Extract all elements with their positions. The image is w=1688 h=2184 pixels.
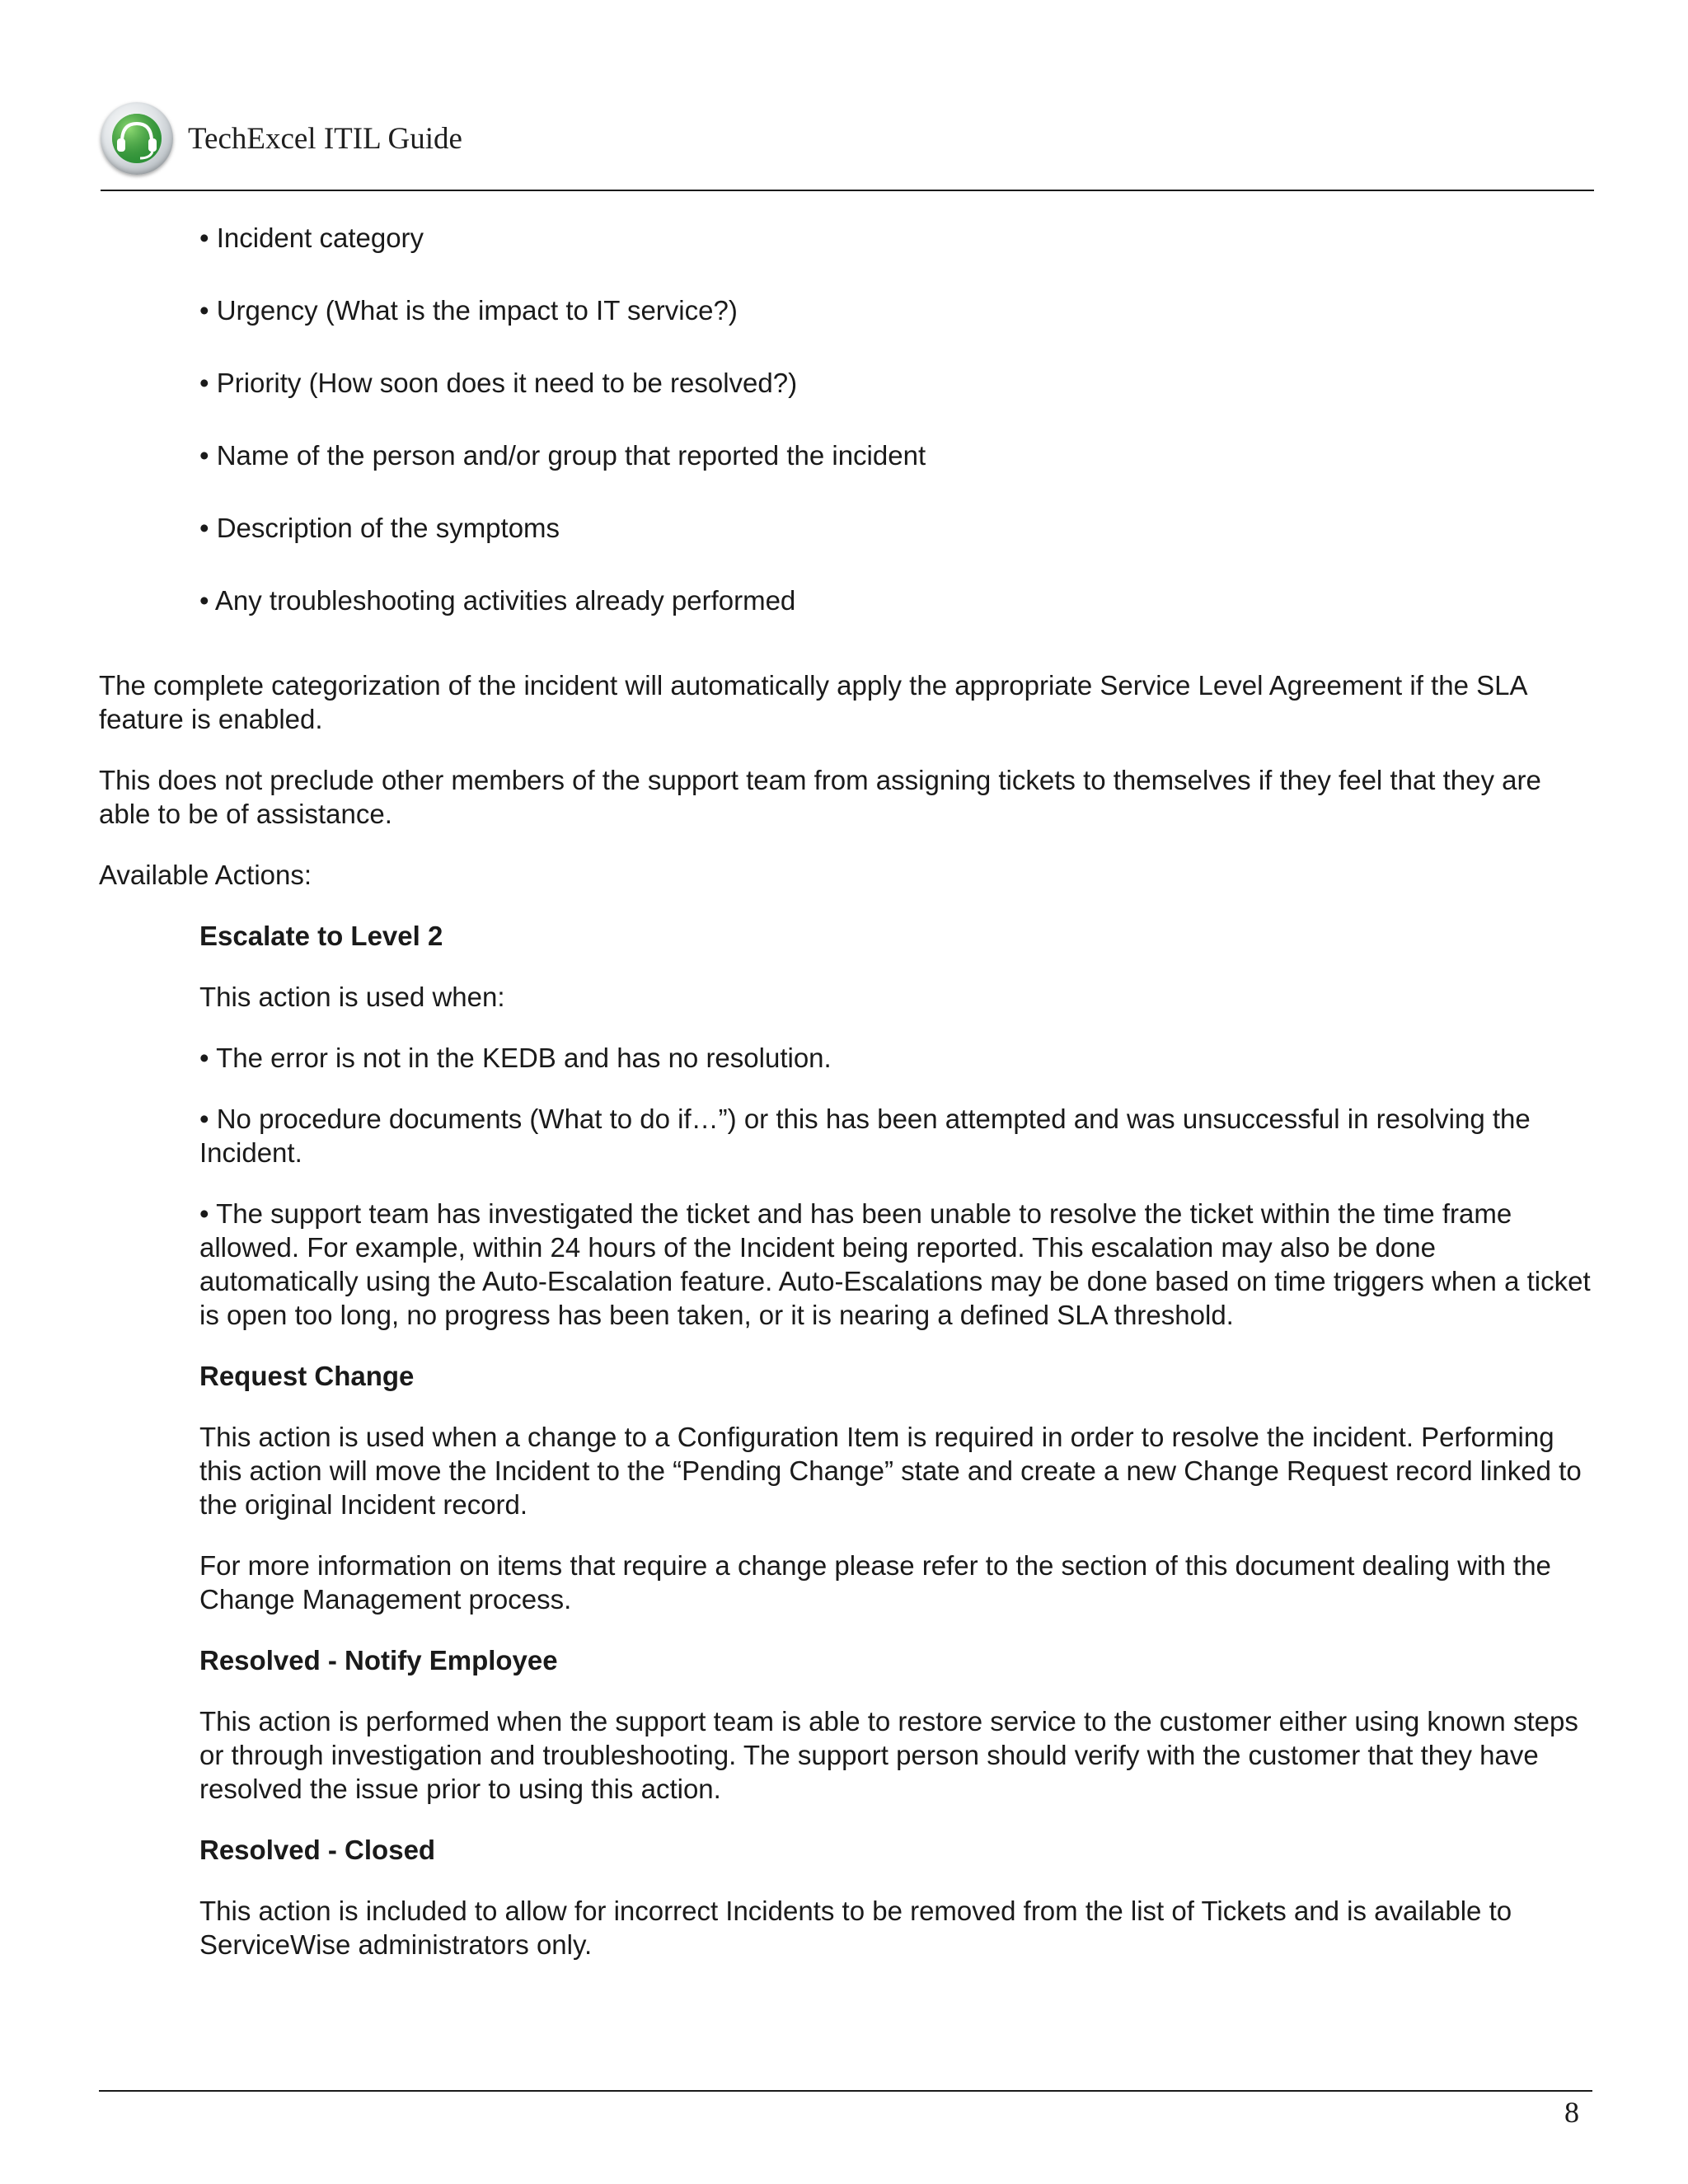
headset-globe-icon [101, 102, 173, 175]
request-change-heading: Request Change [199, 1361, 415, 1391]
list-item: • Priority (How soon does it need to be resolved?) [199, 368, 798, 398]
assignment-paragraph: This does not preclude other members of the support team from assigning tickets to themselves if they feel that they are able to be of assistance. [99, 765, 1541, 829]
list-item: • Urgency (What is the impact to IT service?) [199, 295, 738, 326]
page-header [101, 97, 462, 180]
request-change-paragraph: This action is used when a change to a Configuration Item is required in order to resolve the incident. Performing this action will move the Incident to the “Pending Change” state and create a new Change Request record linked to the original Incident record. [199, 1422, 1582, 1520]
header-divider [101, 190, 1594, 191]
incident-fields-list [199, 221, 1596, 617]
resolved-closed-heading: Resolved - Closed [199, 1835, 436, 1865]
resolved-closed-paragraph: This action is included to allow for incorrect Incidents to be removed from the list of Tickets and is available to ServiceWise administrators only. [199, 1896, 1512, 1960]
list-item: • Incident category [199, 223, 424, 253]
escalate-bullet: • The support team has investigated the ticket and has been unable to resolve the ticket within the time frame allowed. For example, within 24 hours of the Incident being reported. This escalation may also be done automatically using the Auto-Escalation feature. Auto-Escalations may be done based on time triggers when a ticket is open too long, no progress has been taken, or it is nearing a defined SLA threshold. [199, 1198, 1591, 1330]
escalate-bullet: • No procedure documents (What to do if…”) or this has been attempted and was unsuccessful in resolving the Incident. [199, 1104, 1531, 1168]
document-title: TechExcel ITIL Guide [188, 121, 462, 156]
escalate-lead: This action is used when: [199, 982, 505, 1012]
list-item: • Name of the person and/or group that reported the incident [199, 440, 926, 471]
list-item: • Description of the symptoms [199, 513, 560, 543]
escalate-heading: Escalate to Level 2 [199, 921, 443, 951]
footer-divider [99, 2090, 1592, 2092]
list-item: • Any troubleshooting activities already performed [199, 585, 796, 616]
categorization-paragraph: The complete categorization of the incident will automatically apply the appropriate Service Level Agreement if the SLA feature is enabled. [99, 670, 1526, 734]
resolved-notify-paragraph: This action is performed when the support team is able to restore service to the customer either using known steps or through investigation and troubleshooting. The support person should verify with the customer that they have resolved the issue prior to using this action. [199, 1706, 1578, 1804]
resolved-notify-heading: Resolved - Notify Employee [199, 1645, 558, 1675]
available-actions-label: Available Actions: [99, 860, 312, 890]
page-body [99, 221, 1596, 1989]
page-number: 8 [1564, 2096, 1579, 2129]
escalate-bullet: • The error is not in the KEDB and has no resolution. [199, 1043, 832, 1073]
request-change-paragraph: For more information on items that require a change please refer to the section of this document dealing with the Change Management process. [199, 1550, 1551, 1615]
